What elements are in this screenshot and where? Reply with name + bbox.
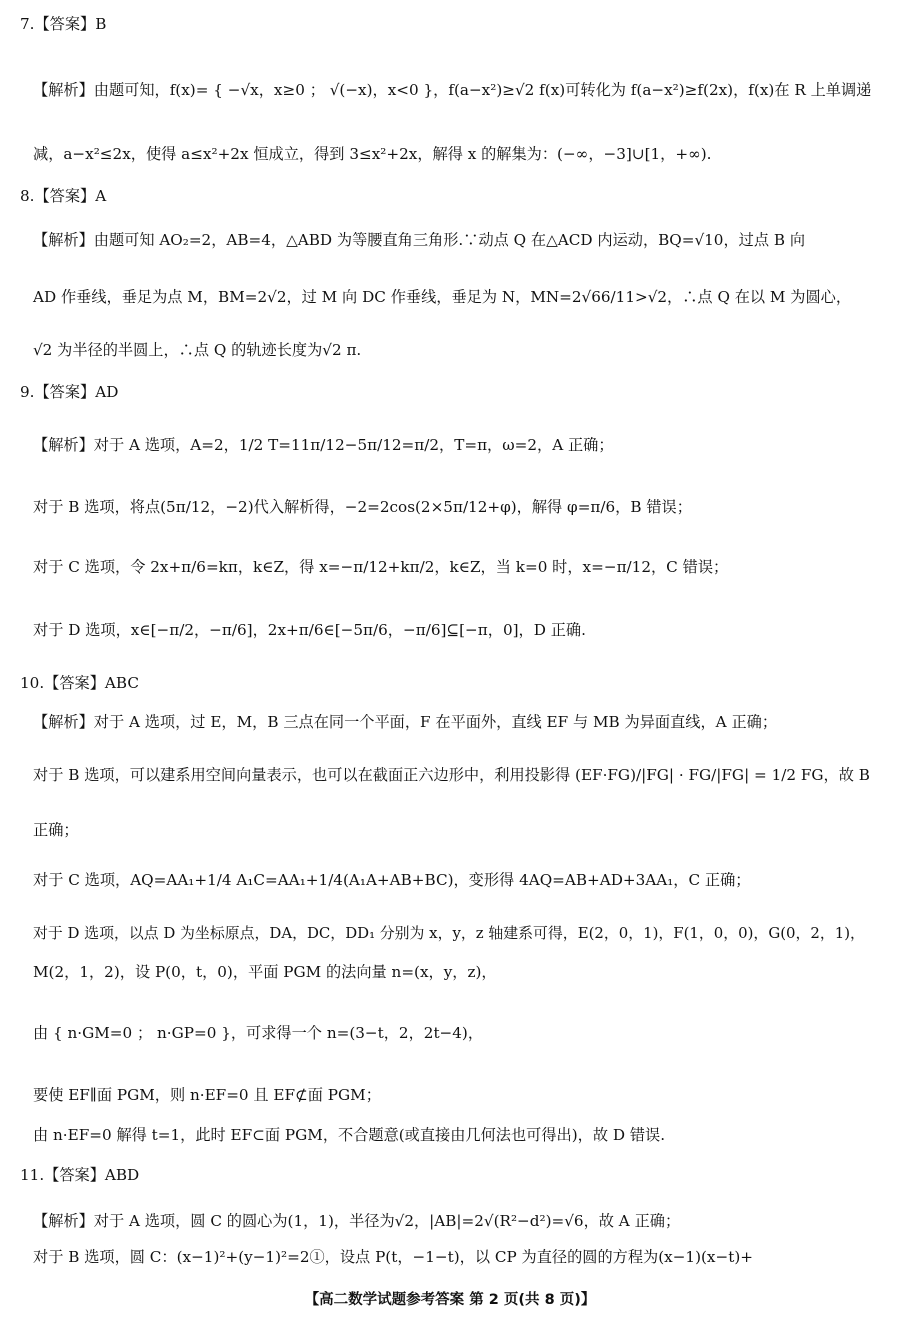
q10-analysis-b-2: 正确；	[33, 821, 79, 839]
q10-analysis-a: 【解析】对于 A 选项，过 E，M，B 三点在同一个平面，F 在平面外，直线 EF 与 MB 为异面直线，A 正确；	[33, 713, 778, 731]
q11-answer: 11.【答案】ABD	[20, 1166, 140, 1184]
q10-analysis-b-1: 对于 B 选项，可以建系用空间向量表示，也可以在截面正六边形中，利用投影得 (EF·FG)/|FG| · FG/|FG| = 1/2 FG，故 B	[33, 766, 870, 784]
q8-analysis-3: √2 为半径的半圆上，∴点 Q 的轨迹长度为√2 π.	[33, 341, 362, 359]
page-footer: 【高二数学试题参考答案 第 2 页(共 8 页)】	[304, 1292, 596, 1308]
q8-answer: 8.【答案】A	[20, 187, 107, 205]
q10-analysis-d-1: 对于 D 选项，以点 D 为坐标原点，DA，DC，DD₁ 分别为 x，y，z 轴建系可得，E(2，0，1)，F(1，0，0)，G(0，2，1)，	[33, 924, 865, 942]
q7-answer: 7.【答案】B	[20, 15, 107, 33]
q9-analysis-a: 【解析】对于 A 选项，A=2，1/2 T=11π/12−5π/12=π/2，T=π，ω=2，A 正确；	[33, 436, 614, 454]
q9-answer: 9.【答案】AD	[20, 383, 119, 401]
q7-analysis-2: 减，a−x²≤2x，使得 a≤x²+2x 恒成立，得到 3≤x²+2x，解得 x 的解集为：(−∞，−3]∪[1，+∞).	[33, 145, 712, 163]
q9-analysis-b: 对于 B 选项，将点(5π/12，−2)代入解析得，−2=2cos(2×5π/12+φ)，解得 φ=π/6，B 错误；	[33, 498, 692, 516]
q9-analysis-c: 对于 C 选项，令 2x+π/6=kπ，k∈Z，得 x=−π/12+kπ/2，k∈Z，当 k=0 时，x=−π/12，C 错误；	[33, 558, 729, 576]
q10-answer: 10.【答案】ABC	[20, 674, 139, 692]
q11-analysis-b: 对于 B 选项，圆 C：(x−1)²+(y−1)²=2①，设点 P(t，−1−t)，以 CP 为直径的圆的方程为(x−1)(x−t)+	[33, 1248, 753, 1266]
q10-analysis-d-4: 要使 EF∥面 PGM，则 n·EF=0 且 EF⊄面 PGM；	[33, 1086, 381, 1104]
q8-analysis-1: 【解析】由题可知 AO₂=2，AB=4，△ABD 为等腰直角三角形.∵动点 Q 在△ACD 内运动，BQ=√10，过点 B 向	[33, 231, 806, 249]
q8-analysis-2: AD 作垂线，垂足为点 M，BM=2√2，过 M 向 DC 作垂线，垂足为 N，MN=2√66/11>√2，∴点 Q 在以 M 为圆心，	[33, 288, 852, 306]
q9-analysis-d: 对于 D 选项，x∈[−π/2，−π/6]，2x+π/6∈[−5π/6，−π/6]⊆[−π，0]，D 正确.	[33, 621, 586, 639]
q10-analysis-d-2: M(2，1，2)，设 P(0，t，0)，平面 PGM 的法向量 n=(x，y，z)，	[33, 963, 497, 981]
q10-analysis-d-3: 由 { n·GM=0 ； n·GP=0 }，可求得一个 n=(3−t，2，2t−4)，	[33, 1024, 484, 1042]
q10-analysis-c: 对于 C 选项，AQ=AA₁+1/4 A₁C=AA₁+1/4(A₁A+AB+BC)，变形得 4AQ=AB+AD+3AA₁，C 正确；	[33, 871, 751, 889]
q11-analysis-a: 【解析】对于 A 选项，圆 C 的圆心为(1，1)，半径为√2，|AB|=2√(R²−d²)=√6，故 A 正确；	[33, 1212, 681, 1230]
q7-analysis-1: 【解析】由题可知，f(x)= { −√x，x≥0 ； √(−x)，x<0 }，f(a−x²)≥√2 f(x)可转化为 f(a−x²)≥f(2x)，f(x)在 R 上单调递	[33, 81, 872, 99]
q10-analysis-d-5: 由 n·EF=0 解得 t=1，此时 EF⊂面 PGM，不合题意(或直接由几何法也可得出)，故 D 错误.	[33, 1126, 666, 1144]
